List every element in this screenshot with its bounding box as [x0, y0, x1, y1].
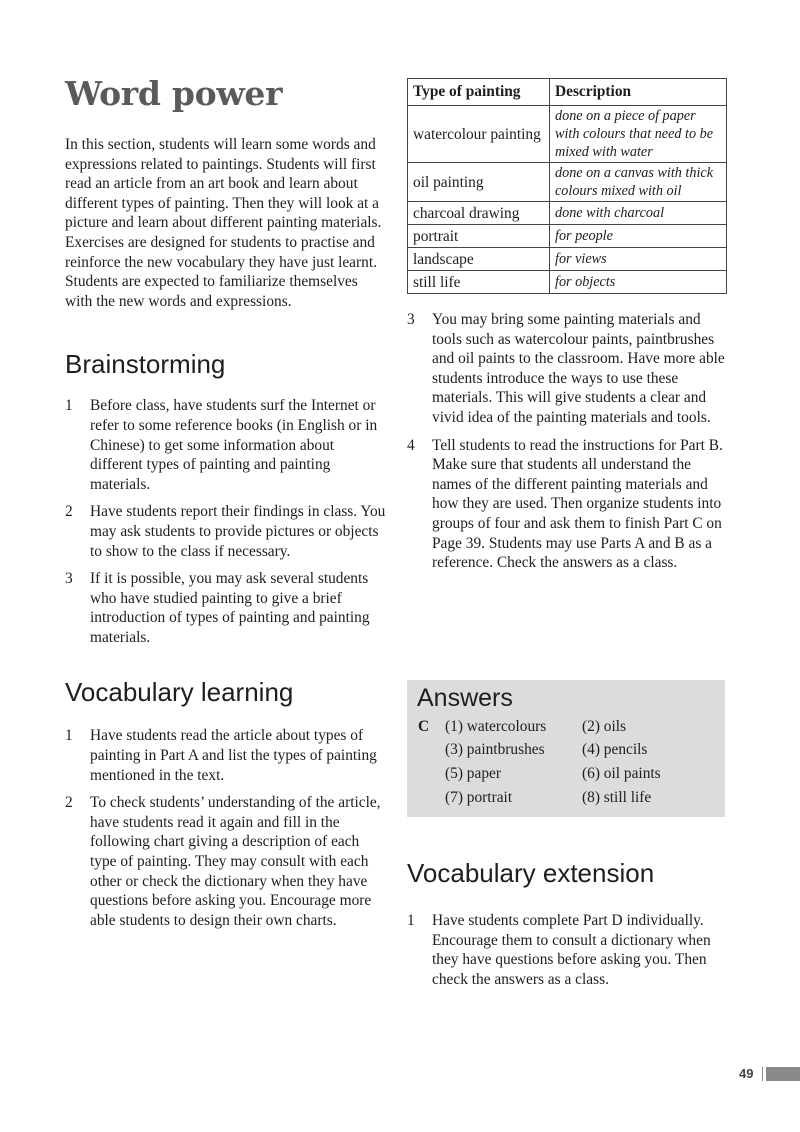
answer-item: (6) oil paints [582, 765, 661, 782]
list-item [407, 911, 726, 989]
list-item [65, 569, 387, 647]
intro-paragraph: In this section, students will learn some words and expressions related to paintings. Students will first read an article from an art book and learn about different types of painting. Then they will look at a picture and learn about different painting materials. Exercises are designed for students to practise and reinforce the new vocabulary they have just learnt. Students are expected to familiarize themselves with the new words and expressions. [65, 136, 382, 310]
item-text: To check students’ understanding of the article, have students read it again and fill in the following chart giving a description of each type of painting. They may consult with each other or check the dictionary when they have questions before asking you. Encourage more able students to design their own charts. [90, 794, 381, 929]
answers-part-label: C [418, 718, 430, 735]
list-item [65, 726, 387, 785]
vocabulary-extension-list [407, 911, 726, 989]
item-number: 1 [65, 727, 73, 745]
answers-title: Answers [417, 684, 513, 712]
column-header-type: Type of painting [408, 79, 550, 106]
table-row [408, 225, 727, 248]
list-item [407, 436, 726, 573]
list-item [65, 396, 387, 494]
page-number: 49 [739, 1066, 754, 1081]
left-column [65, 74, 387, 930]
vocabulary-learning-heading: Vocabulary learning [65, 677, 294, 708]
item-number: 4 [407, 436, 415, 454]
painting-types-table [407, 78, 727, 294]
table-row [408, 248, 727, 271]
painting-type-cell: still life [408, 271, 550, 294]
painting-type-cell: oil painting [408, 163, 550, 202]
answer-item: (7) portrait [445, 789, 513, 806]
answer-item: (5) paper [445, 765, 501, 782]
item-text: Have students complete Part D individually. Encourage them to consult a dictionary when they have questions before asking you. Then check the answers as a class. [432, 912, 711, 988]
item-text: Tell students to read the instructions for Part B. Make sure that students all understand the names of the different painting materials and how they are used. Then organize students into groups of four and ask them to finish Part C on Page 39. Students may use Parts A and B as a reference. Check the answers as a class. [432, 436, 723, 572]
painting-type-cell: portrait [408, 225, 550, 248]
right-column [407, 78, 726, 573]
vocabulary-learning-list [65, 726, 387, 930]
answer-item: (4) pencils [582, 741, 648, 758]
item-number: 1 [407, 912, 415, 929]
table-header-row [408, 79, 727, 106]
table-row [408, 106, 727, 163]
painting-type-cell: charcoal drawing [408, 202, 550, 225]
answer-item: (3) paintbrushes [445, 741, 545, 758]
page-title: Word power [65, 74, 283, 113]
brainstorming-heading: Brainstorming [65, 349, 226, 380]
item-number: 2 [65, 794, 73, 812]
painting-description-cell: done on a piece of paper with colours that need to be mixed with water [550, 106, 727, 163]
list-item [407, 310, 726, 428]
item-text: Have students read the article about types of painting in Part A and list the types of painting mentioned in the text. [90, 727, 377, 784]
answer-item: (1) watercolours [445, 718, 547, 735]
painting-type-cell: landscape [408, 248, 550, 271]
table-row [408, 271, 727, 294]
painting-type-cell: watercolour painting [408, 106, 550, 163]
vocabulary-learning-list-continued [407, 310, 726, 573]
list-item [65, 793, 387, 930]
page-number-bar-divider [763, 1067, 766, 1081]
item-text: Have students report their findings in class. You may ask students to provide pictures or objects to show to the class if necessary. [90, 503, 386, 560]
table-row [408, 163, 727, 202]
item-number: 3 [65, 570, 73, 588]
column-header-description: Description [550, 79, 727, 106]
item-text: Before class, have students surf the Internet or refer to some reference books (in English or in Chinese) to get some information about different types of painting and painting materials. [90, 397, 378, 493]
painting-description-cell: for views [550, 248, 727, 271]
item-number: 2 [65, 503, 73, 521]
item-number: 1 [65, 397, 73, 415]
painting-description-cell: for objects [550, 271, 727, 294]
item-number: 3 [407, 311, 415, 328]
item-text: You may bring some painting materials and tools such as watercolour paints, paintbrushes and oil paints to the classroom. Have more able students introduce the ways to use these materials. This will give students a clear and vivid idea of the painting materials and tools. [432, 311, 725, 426]
answer-item: (2) oils [582, 718, 627, 735]
brainstorming-list [65, 396, 387, 647]
vocabulary-extension-section [407, 858, 726, 989]
item-text: If it is possible, you may ask several students who have studied painting to give a brief introduction of types of painting and painting materials. [90, 570, 370, 646]
page-number-bar [762, 1067, 800, 1081]
answers-box [407, 680, 725, 817]
list-item [65, 502, 387, 561]
painting-description-cell: done on a canvas with thick colours mixed with oil [550, 163, 727, 202]
answer-item: (8) still life [582, 789, 652, 806]
vocabulary-extension-heading: Vocabulary extension [407, 858, 655, 888]
painting-description-cell: done with charcoal [550, 202, 727, 225]
painting-description-cell: for people [550, 225, 727, 248]
table-row [408, 202, 727, 225]
